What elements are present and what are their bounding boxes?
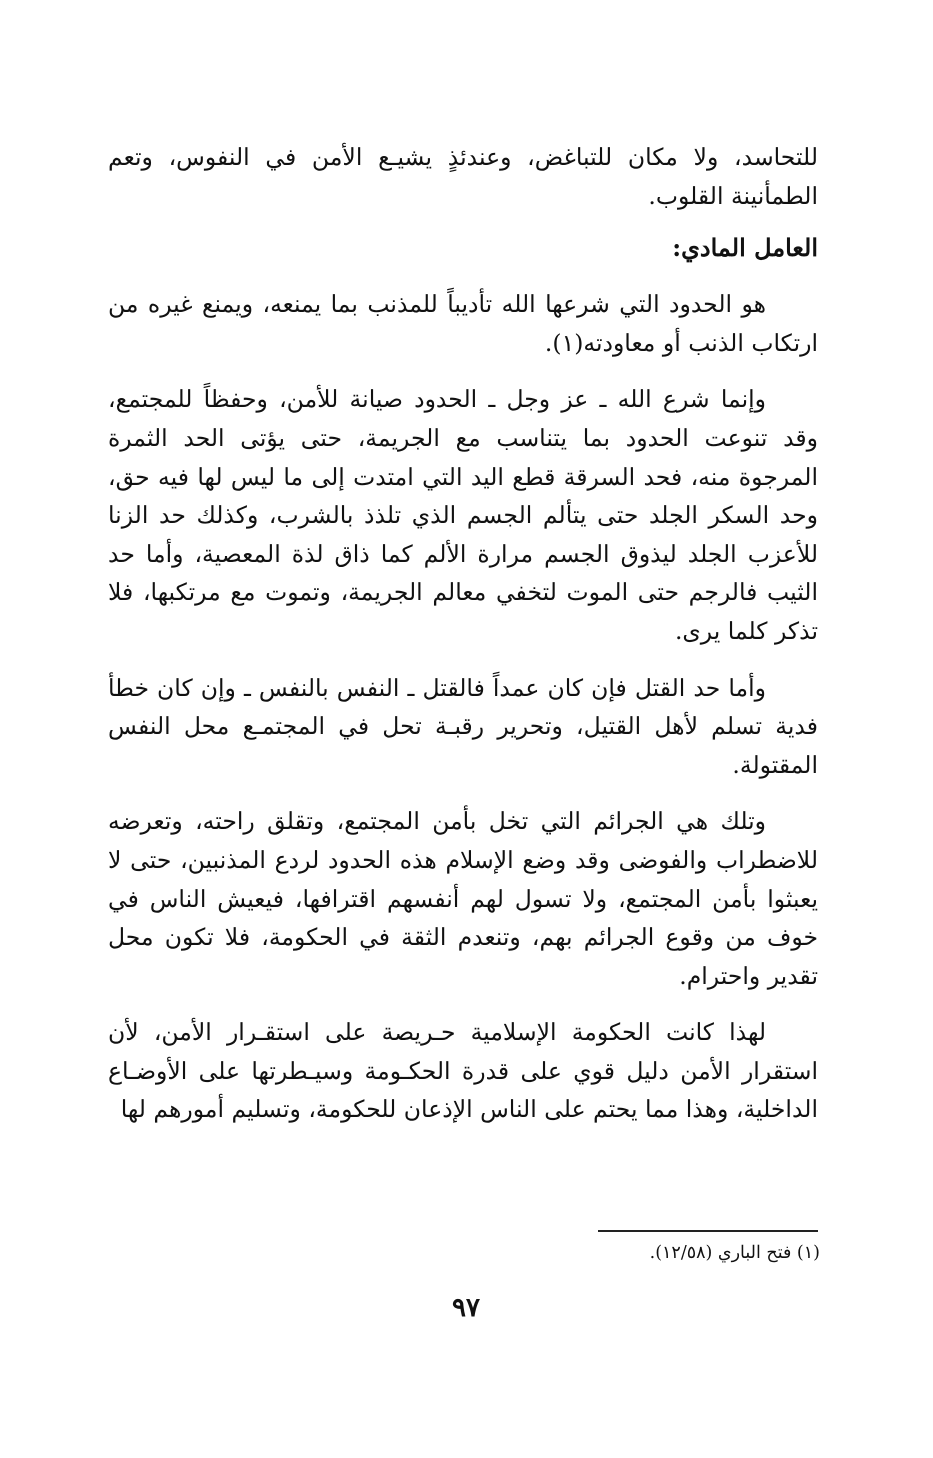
- paragraph-qatl: وأما حد القتل فإن كان عمداً فالقتل ـ النفس بالنفس ـ وإن كان خطأ فدية تسلم لأهل القتيل، وتحرير رقبـة تحل في المجتمـع محل النفس المقتولة.: [108, 673, 818, 779]
- footnote-divider: [598, 1230, 818, 1232]
- paragraph-continuation: للتحاسد، ولا مكان للتباغض، وعندئذٍ يشيـع الأمن في النفوس، وتعم الطمأنينة القلوب.: [108, 143, 818, 210]
- paragraph-definition: هو الحدود التي شرعها الله تأديباً للمذنب بما يمنعه، ويمنع غيره من ارتكاب الذنب أو معاودته(١).: [108, 290, 818, 357]
- main-text-column: [108, 138, 818, 1147]
- section-heading: العامل المادي:: [672, 233, 818, 263]
- paragraph-government: لهذا كانت الحكومة الإسلامية حـريصة على استقـرار الأمن، لأن استقرار الأمن دليل قوي على قدرة الحكـومة وسيـطرتها على الأوضـاع الداخلية، وهذا مما يحتم على الناس الإذعان للحكومة، وتسليم أمورهم لها: [108, 1018, 818, 1124]
- paragraph-crimes: وتلك هي الجرائم التي تخل بأمن المجتمع، وتقلق راحته، وتعرضه للاضطراب والفوضى وقد وضع الإسلام هذه الحدود لردع المذنبين، حتى لا يعبثوا بأمن المجتمع، ولا تسول لهم أنفسهم اقترافها، فيعيش الناس في خوف من وقوع الجرائم بهم، وتنعدم الثقة في الحكومة، فلا تكون محل تقدير واحترام.: [108, 807, 818, 990]
- paragraph-hudud: وإنما شرع الله ـ عز وجل ـ الحدود صيانة للأمن، وحفظاً للمجتمع، وقد تنوعت الحدود بما يتناسب مع الجريمة، حتى يؤتى الحد الثمرة المرجوة منه، فحد السرقة قطع اليد التي امتدت إلى ما ليس لها فيه حق، وحد السكر الجلد حتى يتألم الجسم الذي تلذذ بالشرب، وكذلك حد الزنا للأعزب الجلد ليذوق الجسم مرارة الألم كما ذاق لذة المعصية، وأما حد الثيب فالرجم حتى الموت لتخفي معالم الجريمة، وتموت مع مرتكبها، فلا تذكر كلما يرى.: [108, 385, 818, 645]
- page-number: ٩٧: [452, 1293, 480, 1323]
- footnote: (١) فتح الباري (١٢/٥٨).: [649, 1243, 820, 1263]
